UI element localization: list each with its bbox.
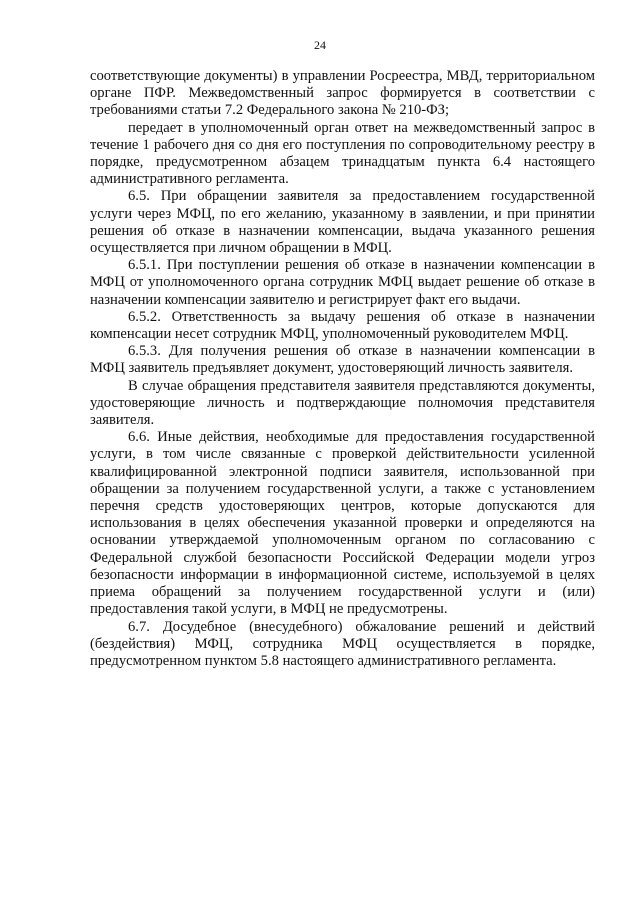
document-body: [90, 68, 595, 670]
paragraph-6-5: 6.5. При обращении заявителя за предоставлением государственной услуги через МФЦ, по его желанию, указанному в заявлении, и при принятии решения об отказе в назначении компенсации, выдача указанного решения осуществляется при личном обращении в МФЦ.: [90, 188, 595, 257]
paragraph-representative: В случае обращения представителя заявителя представляются документы, удостоверяющие личность и подтверждающие полномочия представителя заявителя.: [90, 377, 595, 429]
paragraph-6-5-1: 6.5.1. При поступлении решения об отказе в назначении компенсации в МФЦ от уполномоченного органа сотрудник МФЦ выдает решение об отказе в назначении компенсации заявителю и регистрирует факт его выдачи.: [90, 257, 595, 308]
paragraph-transfer-response: передает в уполномоченный орган ответ на межведомственный запрос в течение 1 рабочего дня со дня его поступления по сопроводительному реестру в порядке, предусмотренном абзацем тринадцатым пункта 6.4 настоящего административного регламента.: [90, 119, 595, 188]
paragraph-6-6: 6.6. Иные действия, необходимые для предоставления государственной услуги, в том числе связанные с проверкой действительности усиленной квалифицированной электронной подписи заявителя, использованной при обращении за получением государственной услуги, а также с установлением перечня средств удостоверяющих центров, которые допускаются для использования в целях обеспечения указанной проверки и определяются на основании утверждаемой уполномоченным органом по согласованию с Федеральной службой безопасности Российской Федерации модели угроз безопасности информации в информационной системе, используемой в целях приема обращений за получением государственной услуги и (или) предоставления такой услуги, в МФЦ не предусмотрены.: [90, 429, 595, 618]
paragraph-6-5-3: 6.5.3. Для получения решения об отказе в назначении компенсации в МФЦ заявитель предъявляет документ, удостоверяющий личность заявителя.: [90, 343, 595, 377]
paragraph-6-5-2: 6.5.2. Ответственность за выдачу решения об отказе в назначении компенсации несет сотрудник МФЦ, уполномоченный руководителем МФЦ.: [90, 308, 595, 343]
page-number: 24: [314, 38, 326, 52]
paragraph-docs-request: соответствующие документы) в управлении Росреестра, МВД, территориальном органе ПФР. Межведомственный запрос формируется в соответствии с требованиями статьи 7.2 Федерального закона № 210-ФЗ;: [90, 68, 595, 119]
paragraph-6-7: 6.7. Досудебное (внесудебного) обжалование решений и действий (бездействия) МФЦ, сотрудника МФЦ осуществляется в порядке, предусмотренном пунктом 5.8 настоящего административного регламента.: [90, 618, 595, 669]
